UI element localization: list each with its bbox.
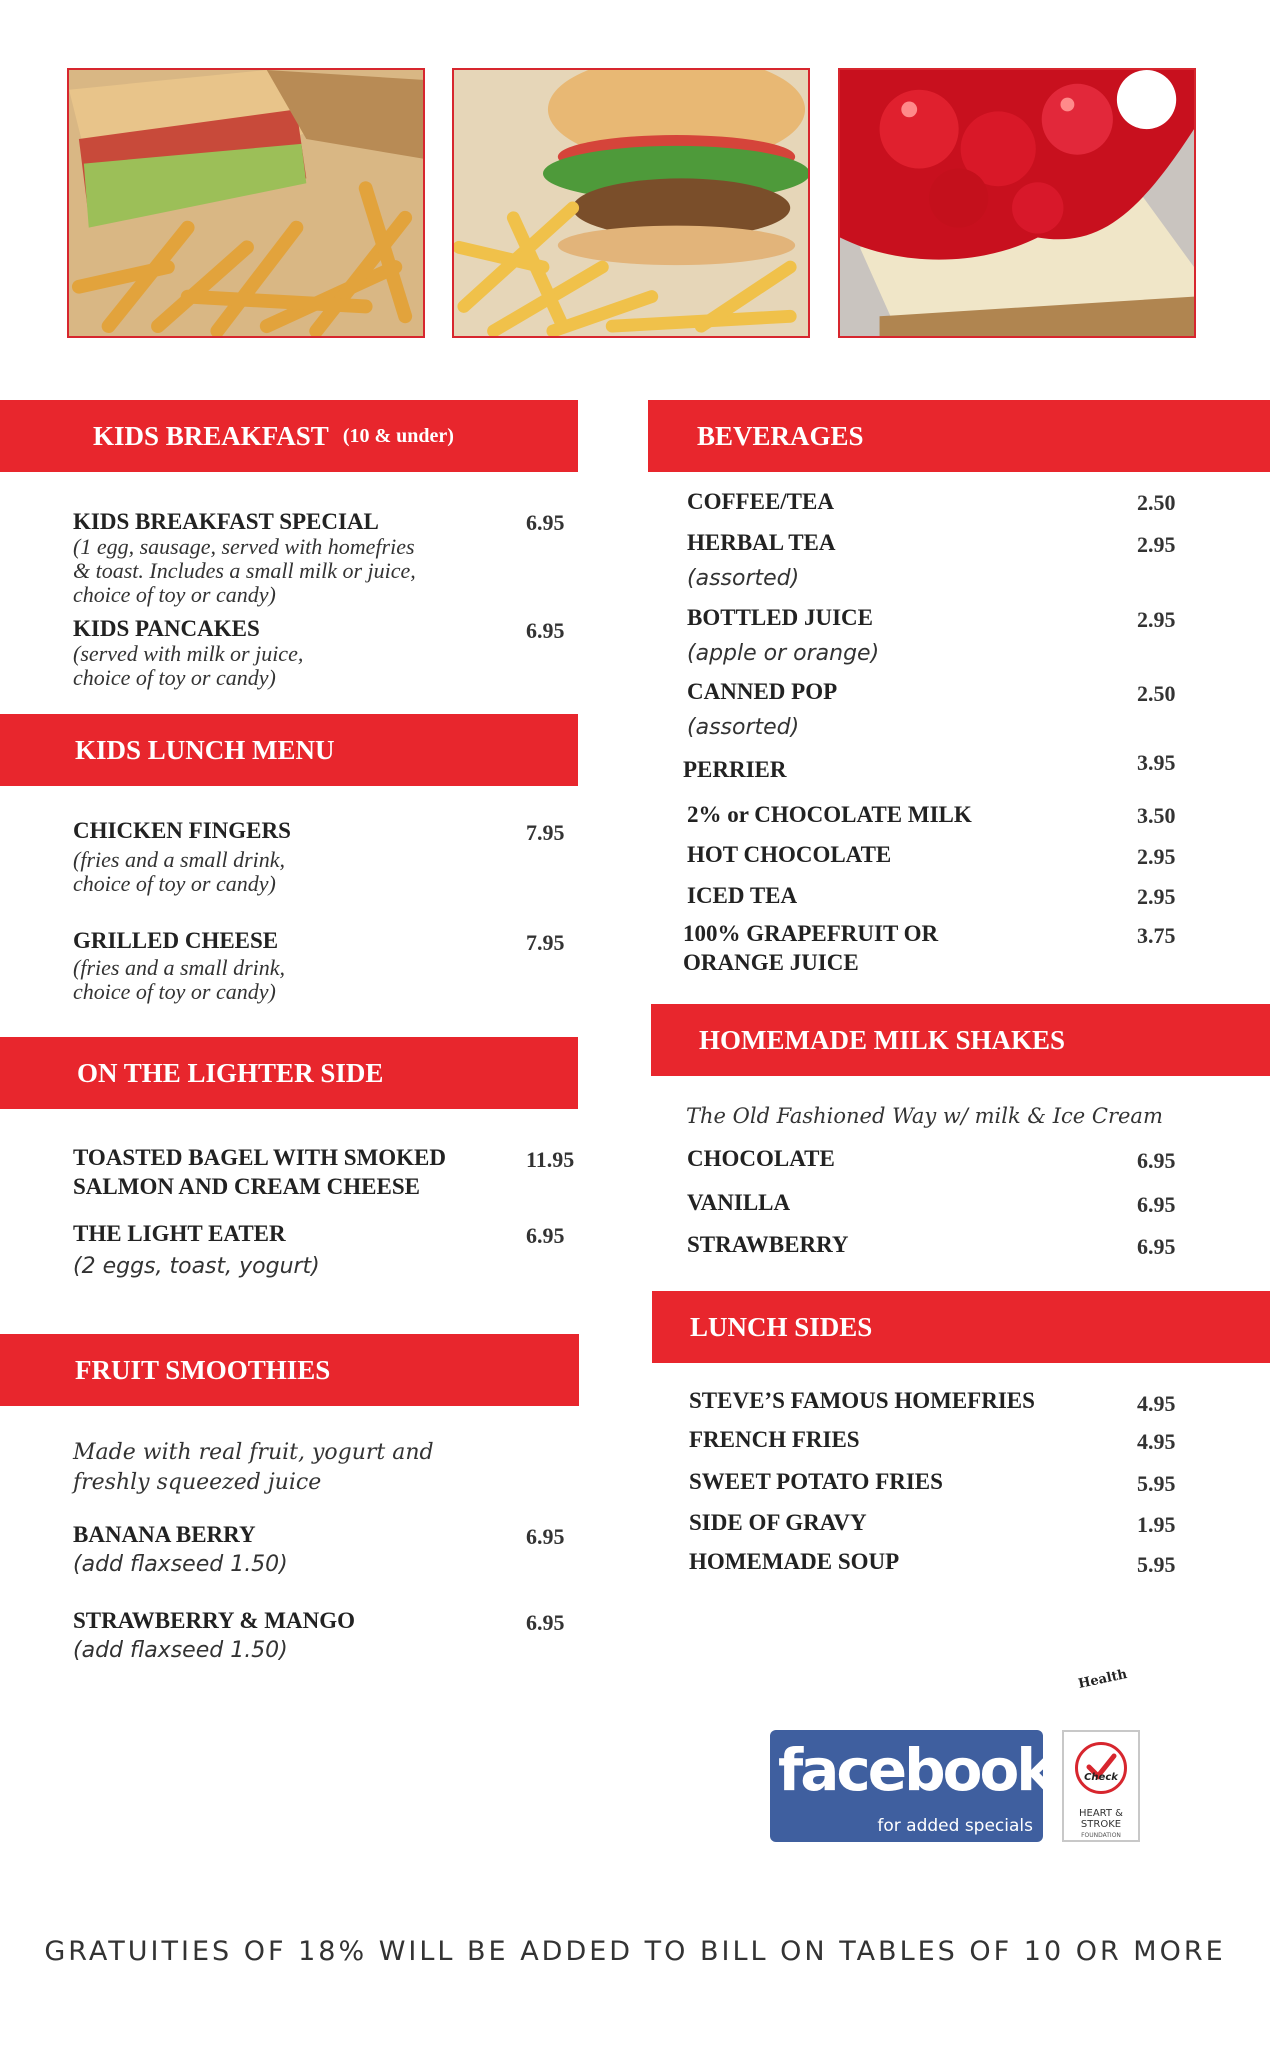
photo-club-sandwich bbox=[67, 68, 425, 338]
item-name: TOASTED BAGEL WITH SMOKED SALMON AND CREAM CHEESE bbox=[73, 1145, 447, 1199]
item-price: 6.95 bbox=[1137, 1192, 1176, 1217]
item-name: FRENCH FRIES bbox=[689, 1427, 860, 1452]
item-name: BOTTLED JUICE bbox=[687, 605, 873, 630]
section-title: BEVERAGES bbox=[697, 420, 864, 451]
foundation-label: FOUNDATION bbox=[1081, 1832, 1121, 1839]
item-description: (served with milk or juice, choice of toy or candy) bbox=[73, 641, 304, 690]
item-price: 4.95 bbox=[1137, 1429, 1176, 1454]
item-name: SWEET POTATO FRIES bbox=[689, 1469, 943, 1494]
item-name: STRAWBERRY & MANGO bbox=[73, 1608, 356, 1633]
item-price: 1.95 bbox=[1137, 1512, 1176, 1537]
item-price: 2.95 bbox=[1137, 607, 1176, 632]
item-name: BANANA BERRY bbox=[73, 1522, 256, 1547]
section-header-milk-shakes bbox=[651, 1004, 1270, 1076]
item-name: ICED TEA bbox=[687, 883, 798, 908]
item-name: HOT CHOCOLATE bbox=[687, 842, 892, 867]
item-price: 11.95 bbox=[526, 1147, 575, 1172]
section-title: KIDS LUNCH MENU bbox=[75, 734, 335, 765]
item-price: 2.95 bbox=[1137, 844, 1176, 869]
item-name: CHOCOLATE bbox=[687, 1146, 835, 1171]
section-header-kids-breakfast bbox=[0, 400, 578, 472]
gratuity-notice: GRATUITIES OF 18% WILL BE ADDED TO BILL ON TABLES OF 10 OR MORE bbox=[44, 1936, 1226, 1967]
section-header-beverages bbox=[648, 400, 1270, 472]
item-description: (fries and a small drink, choice of toy or candy) bbox=[73, 847, 286, 896]
section-title: LUNCH SIDES bbox=[690, 1311, 873, 1342]
section-header-kids-lunch bbox=[0, 714, 578, 786]
facebook-wordmark: facebook bbox=[778, 1736, 1052, 1804]
item-note: (add flaxseed 1.50) bbox=[73, 1552, 288, 1577]
item-name: STRAWBERRY bbox=[687, 1232, 849, 1257]
item-price: 3.50 bbox=[1137, 803, 1176, 828]
section-title: FRUIT SMOOTHIES bbox=[75, 1354, 331, 1385]
item-note: (add flaxseed 1.50) bbox=[73, 1638, 288, 1663]
item-price: 3.95 bbox=[1137, 750, 1176, 775]
item-note: (apple or orange) bbox=[687, 641, 880, 666]
photo-burger-fries bbox=[452, 68, 810, 338]
section-header-lunch-sides bbox=[652, 1291, 1270, 1363]
item-price: 2.95 bbox=[1137, 884, 1176, 909]
item-name: STEVE’S FAMOUS HOMEFRIES bbox=[689, 1388, 1035, 1413]
item-note: (2 eggs, toast, yogurt) bbox=[73, 1254, 320, 1279]
item-price: 3.75 bbox=[1137, 923, 1176, 948]
heart-stroke-label: HEART & STROKE bbox=[1079, 1808, 1123, 1830]
item-name: VANILLA bbox=[687, 1190, 791, 1215]
item-price: 5.95 bbox=[1137, 1552, 1176, 1577]
item-price: 5.95 bbox=[1137, 1471, 1176, 1496]
item-price: 7.95 bbox=[526, 930, 565, 955]
heart-stroke-badge bbox=[1062, 1730, 1140, 1842]
item-name: KIDS BREAKFAST SPECIAL bbox=[73, 509, 379, 534]
health-check-arc-text: Health bbox=[1076, 1667, 1129, 1692]
item-note: (assorted) bbox=[687, 715, 800, 740]
item-name: THE LIGHT EATER bbox=[73, 1221, 286, 1246]
item-price: 4.95 bbox=[1137, 1391, 1176, 1416]
section-title: HOMEMADE MILK SHAKES bbox=[699, 1024, 1066, 1055]
item-note: (assorted) bbox=[687, 566, 800, 591]
item-price: 2.95 bbox=[1137, 532, 1176, 557]
section-title: ON THE LIGHTER SIDE bbox=[77, 1057, 384, 1088]
check-label: Check bbox=[1084, 1772, 1118, 1783]
item-price: 7.95 bbox=[526, 820, 565, 845]
item-price: 2.50 bbox=[1137, 681, 1176, 706]
item-price: 6.95 bbox=[1137, 1148, 1176, 1173]
item-price: 6.95 bbox=[526, 510, 565, 535]
section-subtitle: (10 & under) bbox=[342, 424, 454, 447]
item-price: 6.95 bbox=[526, 1524, 565, 1549]
photo-cheesecake bbox=[838, 68, 1196, 338]
section-title: KIDS BREAKFAST bbox=[93, 420, 329, 451]
facebook-subtext: for added specials bbox=[877, 1816, 1033, 1836]
item-name: KIDS PANCAKES bbox=[73, 616, 260, 641]
item-name: GRILLED CHEESE bbox=[73, 928, 279, 953]
item-price: 2.50 bbox=[1137, 490, 1176, 515]
item-name: SIDE OF GRAVY bbox=[689, 1510, 867, 1535]
item-name: COFFEE/TEA bbox=[687, 489, 834, 514]
item-name: CANNED POP bbox=[687, 679, 838, 704]
item-name: CHICKEN FINGERS bbox=[73, 818, 291, 843]
health-check-icon bbox=[1075, 1742, 1127, 1794]
item-price: 6.95 bbox=[1137, 1234, 1176, 1259]
item-name: 2% or CHOCOLATE MILK bbox=[687, 802, 972, 827]
item-price: 6.95 bbox=[526, 1610, 565, 1635]
item-price: 6.95 bbox=[526, 1223, 565, 1248]
item-name: HOMEMADE SOUP bbox=[689, 1549, 900, 1574]
item-name: 100% GRAPEFRUIT OR ORANGE JUICE bbox=[683, 921, 939, 975]
item-price: 6.95 bbox=[526, 618, 565, 643]
item-name: HERBAL TEA bbox=[687, 530, 836, 555]
section-header-lighter-side bbox=[0, 1037, 578, 1109]
item-description: (fries and a small drink, choice of toy or candy) bbox=[73, 955, 286, 1004]
section-tagline: The Old Fashioned Way w/ milk & Ice Cream bbox=[686, 1104, 1163, 1128]
item-name: PERRIER bbox=[683, 757, 787, 782]
section-header-fruit-smoothies bbox=[0, 1334, 579, 1406]
item-description: (1 egg, sausage, served with homefries & toast. Includes a small milk or juice, choice of toy or candy) bbox=[73, 534, 416, 607]
section-tagline: Made with real fruit, yogurt and freshly squeezed juice bbox=[73, 1440, 434, 1495]
facebook-badge[interactable] bbox=[770, 1730, 1052, 1842]
